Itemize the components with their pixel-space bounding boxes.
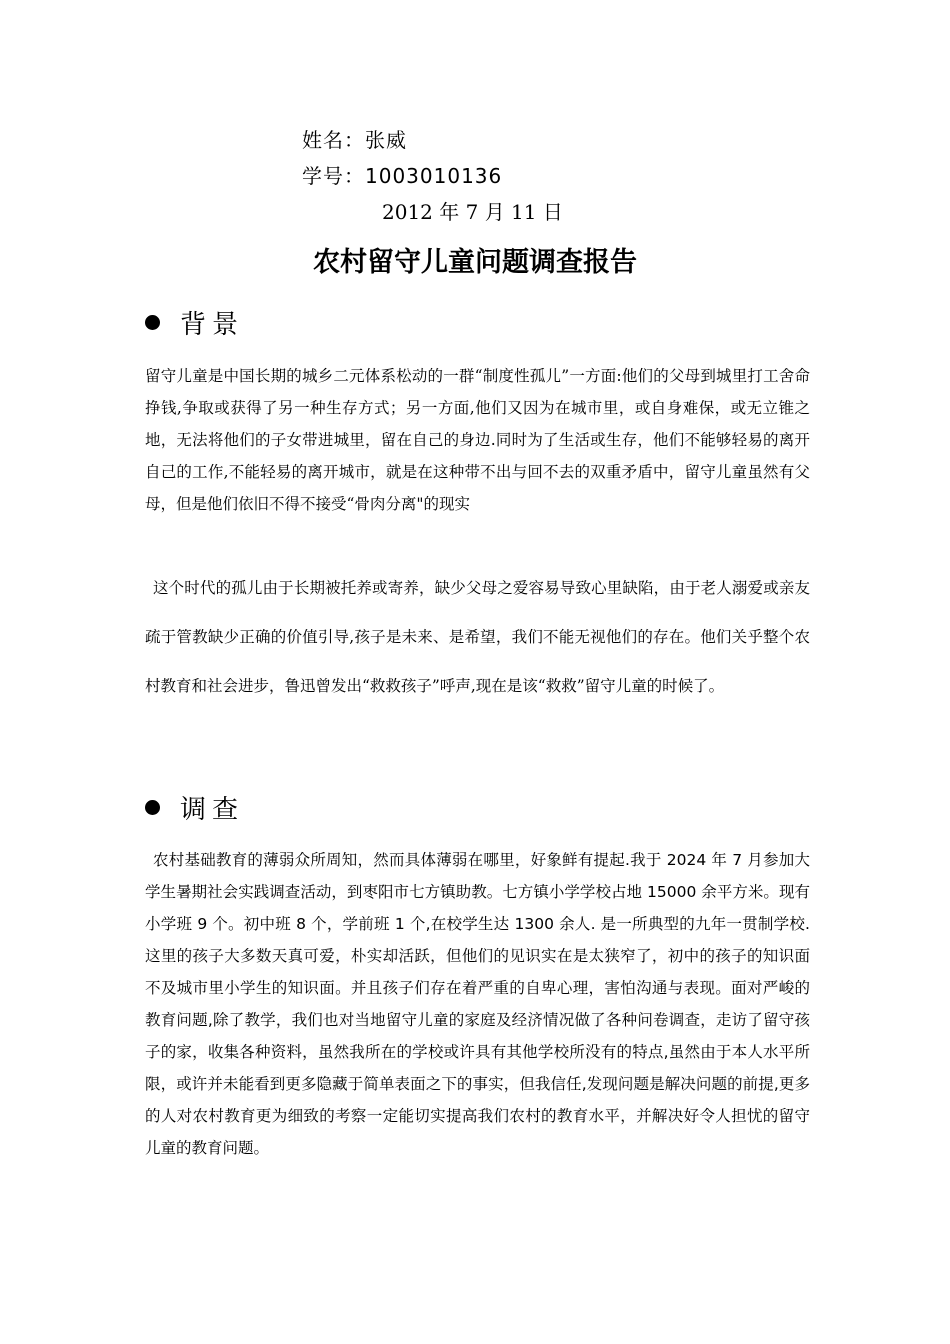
section-heading-investigation <box>145 789 244 826</box>
section-heading-text: 背景 <box>180 310 245 340</box>
bullet-icon <box>145 800 160 815</box>
document-title: 农村留守儿童问题调查报告 <box>313 247 637 278</box>
background-paragraph-1: 留守儿童是中国长期的城乡二元体系松动的一群“制度性孤儿”一方面:他们的父母到城里打工舍命挣钱,争取或获得了另一种生存方式；另一方面,他们又因为在城市里，或自身难保，或无立锥之地，无法将他们的子女带进城里，留在自己的身边.同时为了生活或生存，他们不能够轻易的离开自己的工作,不能轻易的离开城市，就是在这种带不出与回不去的双重矛盾中，留守儿童虽然有父母，但是他们依旧不得不接受“骨肉分离"的现实 <box>145 367 810 513</box>
author-name: 姓名：张威 <box>302 128 407 152</box>
background-paragraph-2: 这个时代的孤儿由于长期被托养或寄养，缺少父母之爱容易导致心里缺陷，由于老人溺爱或亲友疏于管教缺少正确的价值引导,孩子是未来、是希望，我们不能无视他们的存在。他们关乎整个农村教育和社会进步，鲁迅曾发出“救救孩子”呼声,现在是该“救救”留守儿童的时候了。 <box>145 579 810 695</box>
report-date: 2012 年 7 月 11 日 <box>382 200 563 224</box>
section-heading-text: 调查 <box>180 795 245 825</box>
investigation-paragraph: 农村基础教育的薄弱众所周知，然而具体薄弱在哪里，好象鲜有提起.我于 2024 年 7 月参加大学生暑期社会实践调查活动，到枣阳市七方镇助教。七方镇小学学校占地 15000 余平方米。现有小学班 9 个。初中班 8 个，学前班 1 个,在校学生达 1300 余人. 是一所典型的九年一贯制学校.这里的孩子大多数天真可爱，朴实却活跃，但他们的见识实在是太狭窄了，初中的孩子的知识面不及城市里小学生的知识面。并且孩子们存在着严重的自卑心理，害怕沟通与表现。面对严峻的教育问题,除了教学，我们也对当地留守儿童的家庭及经济情况做了各种问卷调查，走访了留守孩子的家，收集各种资料，虽然我所在的学校或许具有其他学校所没有的特点,虽然由于本人水平所限，或许并未能看到更多隐藏于简单表面之下的事实，但我信任,发现问题是解决问题的前提,更多的人对农村教育更为细致的考察一定能切实提高我们农村的教育水平，并解决好令人担忧的留守儿童的教育问题。 <box>145 851 810 1157</box>
bullet-icon <box>145 315 160 330</box>
section-heading-background <box>145 304 244 341</box>
student-id: 学号：1003010136 <box>302 164 503 188</box>
